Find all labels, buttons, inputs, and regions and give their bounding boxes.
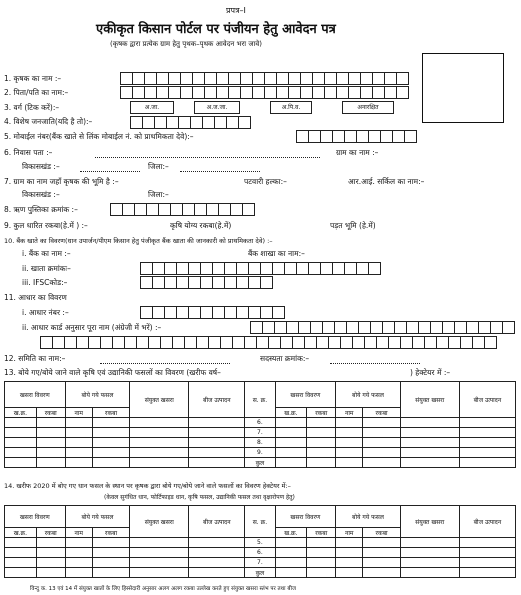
field-loan-book-label: 8. ऋण पुस्तिका क्रमांक :–	[4, 205, 78, 214]
table-cell[interactable]	[92, 538, 129, 548]
char-box[interactable]	[502, 321, 515, 334]
field-district-label: जिला:–	[148, 162, 169, 171]
table-cell[interactable]	[400, 448, 459, 458]
table-cell[interactable]	[189, 448, 245, 458]
table-cell[interactable]	[307, 428, 336, 438]
field-crops-label: 13. बोये गए/बोये जाने वाले कृषि एवं उद्यानिकी फसलों का विवरण (खरीफ वर्ष–	[4, 368, 221, 377]
block-line[interactable]	[80, 171, 140, 172]
table-cell[interactable]	[307, 448, 336, 458]
table-cell[interactable]	[189, 418, 245, 428]
footer-note: विन्दु क. 13 एवं 14 में संयुक्त खातों के लिए हिस्सेदारी अनुसार अलग अलग रकबा उल्लेख करते हुए संयुक्त खसरा स्तंभ पर तथा बीज	[30, 586, 296, 592]
table-cell[interactable]	[5, 538, 37, 548]
table-cell[interactable]	[307, 568, 336, 578]
table-cell[interactable]	[459, 558, 515, 568]
th-joint: संयुक्त खसरा	[130, 382, 189, 418]
table-cell[interactable]	[65, 458, 92, 468]
char-box[interactable]	[484, 336, 497, 349]
table-cell[interactable]	[363, 428, 400, 438]
char-box[interactable]	[404, 130, 417, 143]
table-cell[interactable]	[307, 438, 336, 448]
th-sno: स. क्र.	[245, 382, 275, 418]
th14-seed: बीज उत्पादन	[189, 506, 245, 538]
table-cell[interactable]	[363, 538, 400, 548]
table-cell[interactable]	[400, 418, 459, 428]
table-cell[interactable]	[130, 538, 189, 548]
table-cell[interactable]	[65, 448, 92, 458]
th14-area: रकबा	[36, 528, 65, 538]
table-cell[interactable]	[275, 558, 307, 568]
table-cell[interactable]	[275, 548, 307, 558]
table-cell[interactable]	[459, 548, 515, 558]
table-cell[interactable]	[459, 448, 515, 458]
table-cell[interactable]	[5, 458, 37, 468]
row-number: 8.	[245, 438, 275, 448]
th14-khasra-no: ख.क्र.	[5, 528, 37, 538]
table-cell[interactable]	[36, 418, 65, 428]
table-cell[interactable]	[92, 438, 129, 448]
membership-line[interactable]	[330, 363, 420, 364]
table-cell[interactable]	[307, 558, 336, 568]
th-seed-2: बीज उत्पादन	[459, 382, 515, 418]
table-cell[interactable]	[130, 558, 189, 568]
table-cell[interactable]	[189, 428, 245, 438]
table-cell[interactable]	[459, 458, 515, 468]
table-cell[interactable]	[65, 538, 92, 548]
row-number: 7.	[245, 558, 275, 568]
table-cell[interactable]	[130, 418, 189, 428]
table-cell[interactable]	[336, 568, 363, 578]
table-cell[interactable]	[92, 568, 129, 578]
table-cell[interactable]	[336, 448, 363, 458]
field-mobile-label: 5. मोबाईल नंबर(बैंक खाते से लिंक मोबाईल नं. को प्राथमिकता देवे):–	[4, 132, 194, 141]
field-branch-label: बैंक शाखा का नाम:–	[248, 249, 305, 258]
table-cell[interactable]	[307, 458, 336, 468]
table-cell[interactable]	[65, 418, 92, 428]
table-row	[5, 558, 516, 568]
field-category-label: 3. वर्ग (टिक करें):–	[4, 103, 60, 112]
table-cell[interactable]	[130, 458, 189, 468]
char-box[interactable]	[238, 116, 251, 129]
field-aadhaar-name-label: ii. आधार कार्ड अनुसार पूरा नाम (अंग्रेजी में भरें) :–	[22, 323, 162, 332]
field-total-area-label: 9. कुल धारित रकबा(हे.में ) :–	[4, 221, 88, 230]
table-cell[interactable]	[336, 438, 363, 448]
table-cell[interactable]	[92, 418, 129, 428]
char-box[interactable]	[242, 203, 255, 216]
table-cell[interactable]	[65, 428, 92, 438]
table-cell[interactable]	[459, 568, 515, 578]
page-subtitle: (कृषक द्वारा प्रत्येक ग्राम हेतु पृथक–पृथक आवेदन भरा जावे)	[110, 40, 262, 48]
table-cell[interactable]	[189, 458, 245, 468]
table-cell[interactable]	[363, 438, 400, 448]
field-block-label: विकासखंड :–	[22, 162, 60, 171]
table-cell[interactable]	[400, 438, 459, 448]
field-aadhaar-label: 11. आधार का विवरण	[4, 293, 67, 302]
table-row	[5, 418, 516, 428]
category-general[interactable]: अनारक्षित	[342, 101, 394, 114]
table-cell[interactable]	[363, 418, 400, 428]
table-cell[interactable]	[400, 428, 459, 438]
form-number: प्रपत्र–I	[226, 6, 246, 15]
field-replacement-note: (केवल सुगंधित धान, फोर्टिफाइड धान, कृषि फसल, उद्यानिकी फसल तथा वृक्षारोपण हेतु)	[104, 494, 295, 501]
field-land-block-label: विकासखंड :–	[22, 190, 60, 199]
row-number: 7.	[245, 428, 275, 438]
table-cell[interactable]	[459, 418, 515, 428]
table-cell[interactable]	[5, 448, 37, 458]
th14-name-2: नाम	[336, 528, 363, 538]
address-line[interactable]	[95, 157, 320, 158]
category-st[interactable]: अ.ज.जा.	[194, 101, 240, 114]
row-number: 6.	[245, 418, 275, 428]
row-number: 5.	[245, 538, 275, 548]
table-cell[interactable]	[363, 568, 400, 578]
farmer-name-boxes[interactable]	[120, 72, 408, 84]
th-khasra-no: ख.क्र.	[5, 408, 37, 418]
row-number: कुल	[245, 458, 275, 468]
th-crop-2: बोये गये फसल	[336, 382, 401, 408]
th14-area2: रकबा	[92, 528, 129, 538]
th-name-2: नाम	[336, 408, 363, 418]
char-box[interactable]	[396, 86, 409, 99]
category-sc[interactable]: अ.जा.	[130, 101, 174, 114]
table-cell[interactable]	[189, 438, 245, 448]
th-joint-2: संयुक्त खसरा	[400, 382, 459, 418]
table-cell[interactable]	[400, 568, 459, 578]
row-number: कुल	[245, 568, 275, 578]
table-cell[interactable]	[5, 428, 37, 438]
table-row	[5, 428, 516, 438]
table-cell[interactable]	[307, 538, 336, 548]
district-line[interactable]	[180, 171, 260, 172]
table-row	[5, 458, 516, 468]
mobile-boxes[interactable]	[296, 130, 416, 142]
table-cell[interactable]	[275, 448, 307, 458]
special-tribe-boxes[interactable]	[130, 116, 250, 128]
table-cell[interactable]	[189, 558, 245, 568]
table-cell[interactable]	[459, 438, 515, 448]
th14-joint: संयुक्त खसरा	[130, 506, 189, 538]
table-cell[interactable]	[459, 428, 515, 438]
table-cell[interactable]	[307, 548, 336, 558]
table-cell[interactable]	[36, 568, 65, 578]
table-cell[interactable]	[130, 448, 189, 458]
table-cell[interactable]	[130, 438, 189, 448]
char-box[interactable]	[272, 306, 285, 319]
table-cell[interactable]	[5, 568, 37, 578]
th-crop: बोये गये फसल	[65, 382, 130, 408]
table-cell[interactable]	[189, 568, 245, 578]
field-ifsc-label: iii. IFSCकोड:–	[22, 278, 68, 287]
table-row	[5, 548, 516, 558]
table-cell[interactable]	[65, 438, 92, 448]
table-cell[interactable]	[92, 448, 129, 458]
table-cell[interactable]	[92, 458, 129, 468]
table-cell[interactable]	[130, 568, 189, 578]
field-aadhaar-no-label: i. आधार नंबर :–	[22, 308, 69, 317]
th-khasra-no-2: ख.क्र.	[275, 408, 307, 418]
th-seed: बीज उत्पादन	[189, 382, 245, 418]
th-area: रकबा	[36, 408, 65, 418]
table-cell[interactable]	[5, 558, 37, 568]
table-cell[interactable]	[189, 538, 245, 548]
table-cell[interactable]	[363, 548, 400, 558]
th14-khasra: खसरा विवरण	[5, 506, 66, 528]
table-cell[interactable]	[275, 568, 307, 578]
table-cell[interactable]	[336, 458, 363, 468]
table-cell[interactable]	[36, 438, 65, 448]
table-cell[interactable]	[92, 558, 129, 568]
photo-box	[422, 53, 504, 123]
table-cell[interactable]	[363, 448, 400, 458]
table-cell[interactable]	[130, 548, 189, 558]
field-arable-label: कृषि योग्य रकबा(हे.में)	[170, 221, 232, 230]
field-replacement-label: 14. खरीफ 2020 में बोए गए धान फसल के स्थान पर कृषक द्वारा बोये गए/बोये जाने वाले फसलों का विवरण हेक्टेयर में:–	[4, 482, 291, 490]
table-cell[interactable]	[130, 428, 189, 438]
row-number: 9.	[245, 448, 275, 458]
char-box[interactable]	[368, 262, 381, 275]
field-society-label: 12. समिति का नाम:–	[4, 354, 66, 363]
table-cell[interactable]	[36, 548, 65, 558]
th14-khasra-no-2: ख.क्र.	[275, 528, 307, 538]
field-membership-label: सदस्यता क्रमांक:–	[260, 354, 310, 363]
table-cell[interactable]	[363, 558, 400, 568]
table-cell[interactable]	[336, 418, 363, 428]
ifsc-boxes[interactable]	[140, 276, 272, 288]
th-area2: रकबा	[92, 408, 129, 418]
table-cell[interactable]	[336, 428, 363, 438]
table-cell[interactable]	[336, 548, 363, 558]
table-cell[interactable]	[36, 458, 65, 468]
table-cell[interactable]	[92, 428, 129, 438]
field-land-village-label: 7. ग्राम का नाम जहाँ कृषक की भूमि है :–	[4, 177, 119, 186]
table-cell[interactable]	[92, 548, 129, 558]
field-crops-end-label: ) हेक्टेयर में :–	[410, 368, 451, 377]
th-area2-2: रकबा	[363, 408, 400, 418]
crops-table-14	[4, 505, 516, 578]
aadhaar-boxes[interactable]	[140, 306, 284, 318]
field-account-label: ii. खाता क्रमांकः–	[22, 264, 71, 273]
table-cell[interactable]	[275, 418, 307, 428]
father-name-boxes[interactable]	[120, 86, 408, 98]
table-cell[interactable]	[363, 458, 400, 468]
table-cell[interactable]	[400, 558, 459, 568]
table-cell[interactable]	[400, 458, 459, 468]
th14-crop-2: बोये गये फसल	[336, 506, 401, 528]
aadhaar-name-boxes-2[interactable]	[40, 336, 496, 348]
table-cell[interactable]	[459, 538, 515, 548]
table-cell[interactable]	[65, 568, 92, 578]
field-farmer-name-label: 1. कृषक का नाम :–	[4, 74, 62, 83]
table-cell[interactable]	[189, 548, 245, 558]
table-cell[interactable]	[5, 418, 37, 428]
table-cell[interactable]	[65, 548, 92, 558]
field-special-tribe-label: 4. विशेष जनजाति(यदि है तो):–	[4, 117, 93, 126]
table-cell[interactable]	[400, 548, 459, 558]
table-row	[5, 448, 516, 458]
th14-area2-2: रकबा	[363, 528, 400, 538]
field-halka-label: पटवारी हल्का:–	[244, 177, 287, 186]
th14-name: नाम	[65, 528, 92, 538]
field-bank-name-label: i. बैंक का नाम :–	[22, 249, 71, 258]
table-cell[interactable]	[36, 428, 65, 438]
field-ri-circle-label: आर.आई. सर्किल का नाम:–	[348, 177, 425, 186]
field-land-district-label: जिला:–	[148, 190, 169, 199]
table-cell[interactable]	[275, 538, 307, 548]
table-cell[interactable]	[36, 448, 65, 458]
category-obc[interactable]: अ.पि.व.	[270, 101, 312, 114]
society-line[interactable]	[100, 363, 230, 364]
table-row	[5, 438, 516, 448]
table-row	[5, 538, 516, 548]
table-cell[interactable]	[5, 548, 37, 558]
th14-area-2: रकबा	[307, 528, 336, 538]
field-fallow-label: पड़त भूमि (हे.में)	[330, 221, 376, 230]
table-cell[interactable]	[307, 418, 336, 428]
char-box[interactable]	[396, 72, 409, 85]
field-bank-label: 10. बैंक खाते का विवरण(धान उपार्जन/पीएम किसान हेतु पंजीकृत बैंक खाता की जानकारी को प्राथमिकता देवे) :–	[4, 237, 273, 245]
account-boxes[interactable]	[140, 262, 380, 274]
field-father-name-label: 2. पिता/पति का नाम:–	[4, 88, 69, 97]
table-cell[interactable]	[65, 558, 92, 568]
th14-sno: स. क्र.	[245, 506, 275, 538]
table-cell[interactable]	[400, 538, 459, 548]
table-cell[interactable]	[275, 458, 307, 468]
char-box[interactable]	[260, 276, 273, 289]
th14-seed-2: बीज उत्पादन	[459, 506, 515, 538]
th-khasra: खसरा विवरण	[5, 382, 66, 408]
table-cell[interactable]	[336, 558, 363, 568]
table-cell[interactable]	[275, 428, 307, 438]
field-address-label: 6. निवास पता :–	[4, 148, 53, 157]
row-number: 6.	[245, 548, 275, 558]
aadhaar-name-boxes-1[interactable]	[250, 321, 514, 333]
th-area-2: रकबा	[307, 408, 336, 418]
table-row	[5, 568, 516, 578]
table-cell[interactable]	[36, 538, 65, 548]
th14-joint-2: संयुक्त खसरा	[400, 506, 459, 538]
field-village-label: ग्राम का नाम :–	[336, 148, 379, 157]
table-cell[interactable]	[36, 558, 65, 568]
table-cell[interactable]	[336, 538, 363, 548]
loan-book-boxes[interactable]	[110, 203, 254, 215]
crops-table-13	[4, 381, 516, 468]
th14-crop: बोये गये फसल	[65, 506, 130, 528]
th-name: नाम	[65, 408, 92, 418]
table-cell[interactable]	[5, 438, 37, 448]
table-cell[interactable]	[275, 438, 307, 448]
page-title: एकीकृत किसान पोर्टल पर पंजीयन हेतु आवेदन पत्र	[96, 22, 336, 37]
th-khasra-2: खसरा विवरण	[275, 382, 336, 408]
th14-khasra-2: खसरा विवरण	[275, 506, 336, 528]
